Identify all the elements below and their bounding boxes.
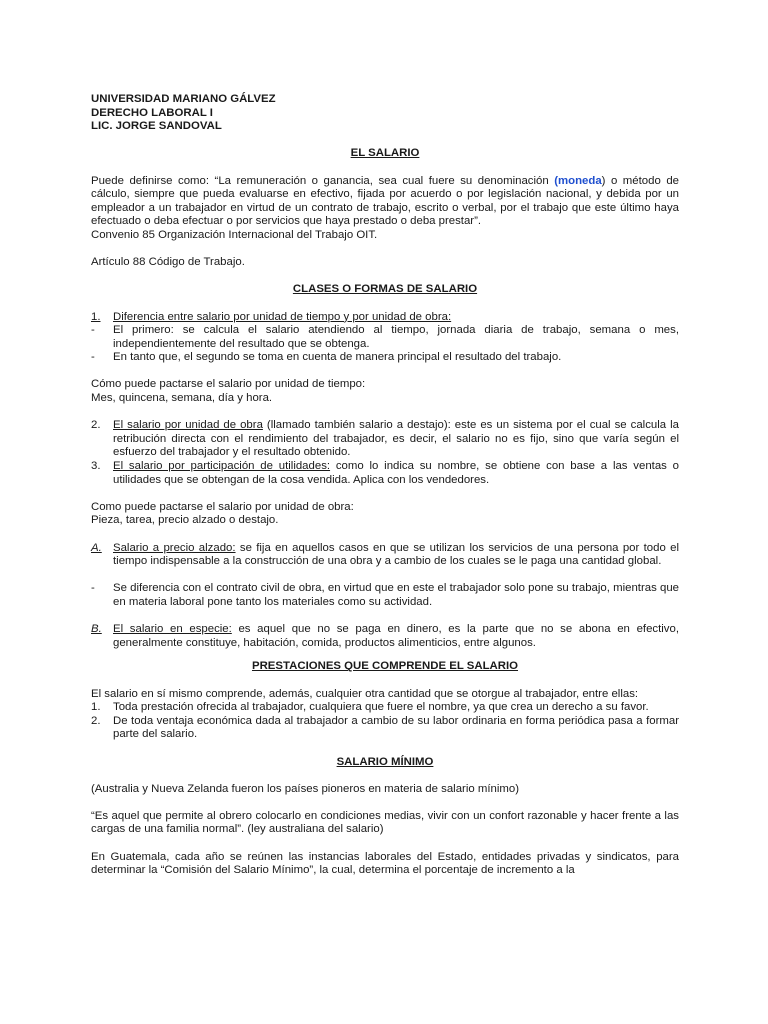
university-name: UNIVERSIDAD MARIANO GÁLVEZ [91, 93, 276, 105]
highlight-moneda: (moneda [554, 174, 602, 187]
tiempo-question: Cómo puede pactarse el salario por unidad de tiempo: [91, 378, 366, 391]
convenio-reference: Convenio 85 Organización Internacional del Trabajo OIT. [91, 228, 378, 241]
section-title-salario: EL SALARIO [350, 147, 420, 160]
list-item-2: 2. El salario por unidad de obra (llamado también salario a destajo): este es un sistema por el cual se calcula la retribución directa con el rendimiento del trabajador, es decir, el salario no es fijo, sino que varía según el esfuerzo del trabajador y el resultado obtenido. [91, 419, 679, 459]
minimo-quote: “Es aquel que permite al obrero colocarlo en condiciones medias, vivir con un confort razonable y hacer frente a las cargas de una familia normal”. (ley australiana del salario) [91, 809, 679, 836]
section-title-prestaciones: PRESTACIONES QUE COMPRENDE EL SALARIO [251, 660, 519, 673]
tiempo-answer: Mes, quincena, semana, día y hora. [91, 392, 273, 405]
section-title-minimo: SALARIO MÍNIMO [336, 755, 434, 768]
document-header [91, 93, 679, 134]
list-item-a: A. Salario a precio alzado: se fija en aquellos casos en que se utilizan los servicios de una persona por todo el tiempo indispensable a la construcción de una obra y a cambio de los cuales se le paga una cantidad global. [91, 541, 679, 568]
professor-name: LIC. JORGE SANDOVAL [91, 120, 222, 133]
prestaciones-intro: El salario en sí mismo comprende, además, cualquier otra cantidad que se otorgue al trabajador, entre ellas: [91, 687, 639, 700]
dash-item: - El primero: se calcula el salario atendiendo al tiempo, jornada diaria de trabajo, semana o mes, independientemente del resultado que se obtenga. [91, 324, 679, 350]
obra-answer: Pieza, tarea, precio alzado o destajo. [91, 514, 279, 527]
list-item-3: 3. El salario por participación de utilidades: como lo indica su nombre, se obtiene con base a las ventas o utilidades que se obtengan de la cosa vendida. Aplica con los vendedores. [91, 460, 679, 486]
course-name: DERECHO LABORAL I [91, 106, 213, 119]
section-title-clases: CLASES O FORMAS DE SALARIO [292, 283, 478, 296]
articulo-reference: Artículo 88 Código de Trabajo. [91, 256, 245, 269]
salario-definition: Puede definirse como: “La remuneración o ganancia, sea cual fuere su denominación (moneda) o método de cálculo, siempre que pueda evaluarse en efectivo, fijada por acuerdo o por legislación nacional, y debida por un empleador a un trabajador en virtud de un contrato de trabajo, escrito o verbal, por el trabajo que este último haya efectuado o deba efectuar o por servicios que haya prestado o deba prestar”. [91, 174, 679, 228]
list-item-b: B. El salario en especie: es aquel que no se paga en dinero, es la parte que no se abona en efectivo, generalmente constituye, habitación, comida, productos alimenticios, entre algunos. [91, 623, 679, 649]
prestacion-item-1: 1. Toda prestación ofrecida al trabajador, cualquiera que fuere el nombre, ya que crea un derecho a su favor. [91, 701, 649, 714]
minimo-note: (Australia y Nueva Zelanda fueron los países pioneros en materia de salario mínimo) [91, 782, 519, 795]
obra-question: Como puede pactarse el salario por unidad de obra: [91, 500, 354, 513]
list-item-1: 1. Diferencia entre salario por unidad de tiempo y por unidad de obra: [91, 310, 452, 323]
item-1-heading: Diferencia entre salario por unidad de tiempo y por unidad de obra: [113, 310, 452, 323]
prestacion-item-2: 2. De toda ventaja económica dada al trabajador a cambio de su labor ordinaria en forma periódica pasa a formar parte del salario. [91, 714, 679, 741]
dash-item: - Se diferencia con el contrato civil de obra, en virtud que en este el trabajador solo pone su trabajo, mientras que en materia laboral pone tanto los materiales como su actividad. [91, 582, 679, 608]
document-body [91, 93, 679, 878]
dash-item: - En tanto que, el segundo se toma en cuenta de manera principal el resultado del trabajo. [91, 351, 562, 364]
minimo-guatemala: En Guatemala, cada año se reúnen las instancias laborales del Estado, entidades privadas y sindicatos, para determinar la “Comisión del Salario Mínimo”, la cual, determina el porcentaje de incremento a la [91, 850, 679, 877]
